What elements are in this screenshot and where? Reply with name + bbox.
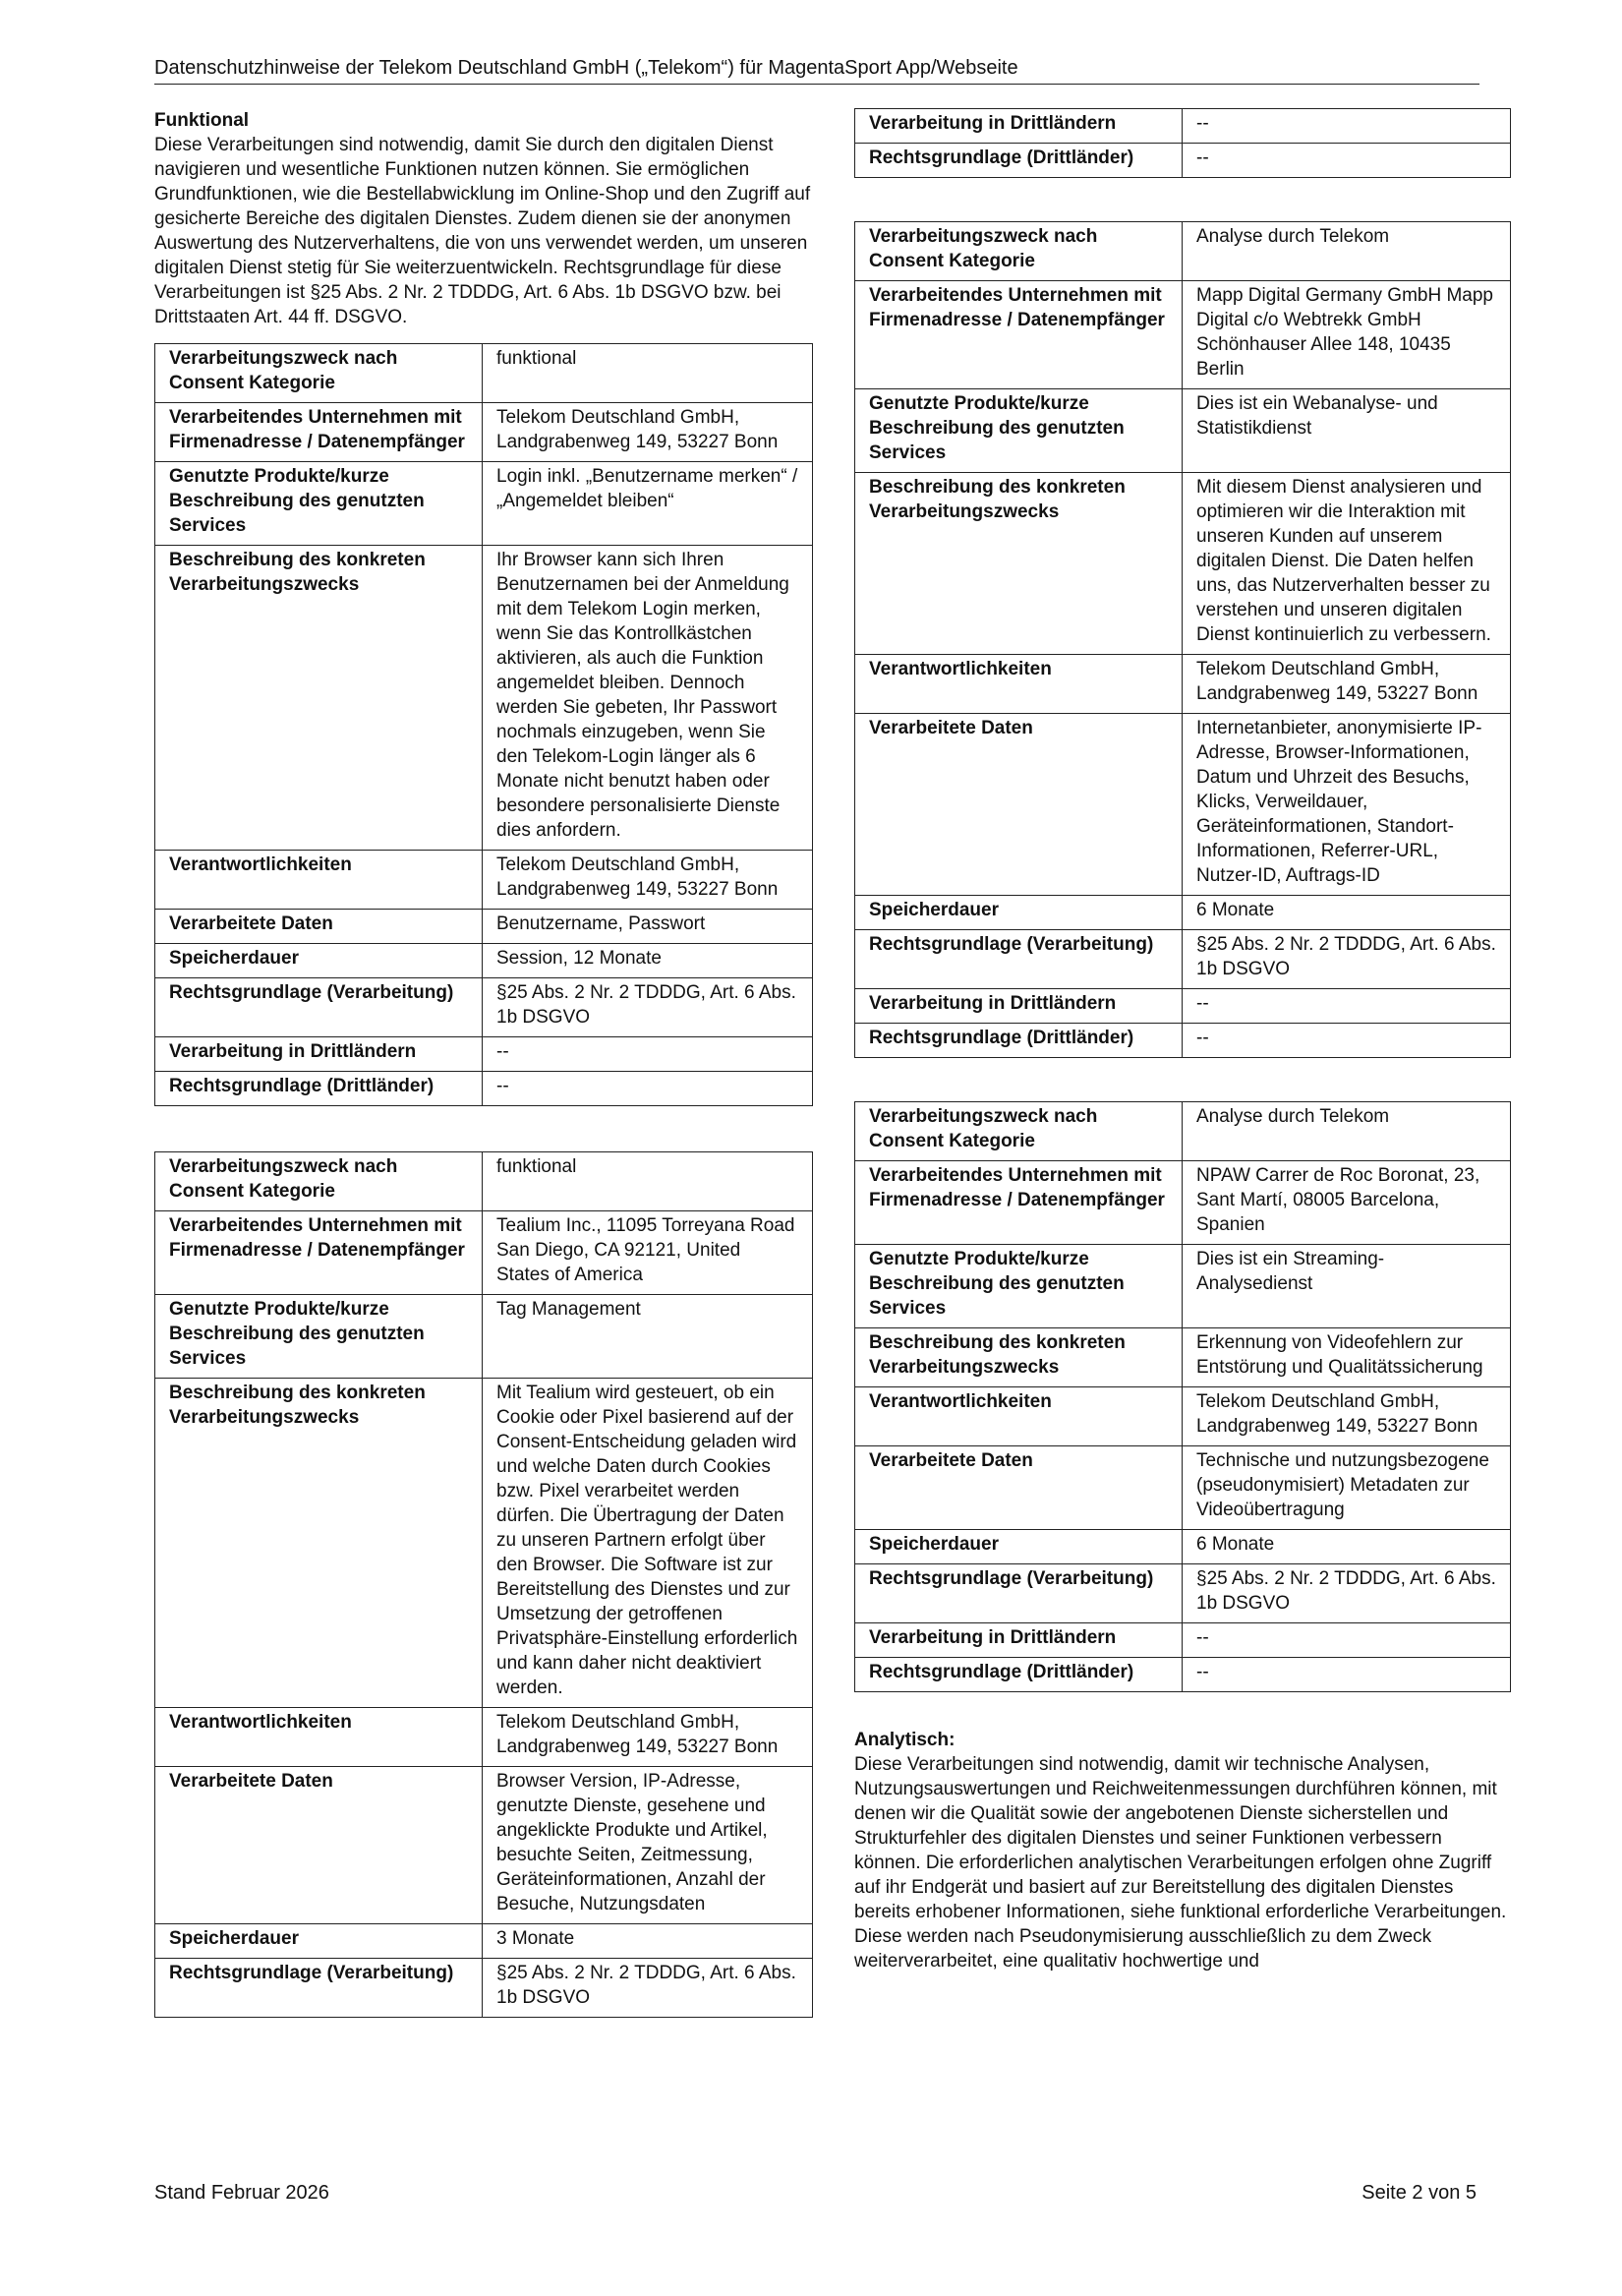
table-login bbox=[154, 343, 813, 1106]
row-value: -- bbox=[1183, 1658, 1511, 1692]
row-value: Telekom Deutschland GmbH, Landgrabenweg 149, 53227 Bonn bbox=[483, 851, 813, 910]
table-row bbox=[855, 222, 1511, 281]
row-value: Erkennung von Videofehlern zur Entstörung und Qualitätssicherung bbox=[1183, 1328, 1511, 1387]
row-value: -- bbox=[483, 1037, 813, 1072]
table-row bbox=[855, 1658, 1511, 1692]
row-label: Verarbeitungszweck nach Consent Kategorie bbox=[855, 1102, 1183, 1161]
row-label: Speicherdauer bbox=[855, 896, 1183, 930]
row-value: Tag Management bbox=[483, 1295, 813, 1379]
row-label: Verarbeitete Daten bbox=[155, 910, 483, 944]
row-label: Rechtsgrundlage (Drittländer) bbox=[855, 1658, 1183, 1692]
table-row bbox=[855, 1623, 1511, 1658]
table-row bbox=[155, 1924, 813, 1959]
table-row bbox=[855, 655, 1511, 714]
row-label: Speicherdauer bbox=[155, 944, 483, 978]
row-label: Genutzte Produkte/kurze Beschreibung des genutzten Services bbox=[855, 389, 1183, 473]
row-value: §25 Abs. 2 Nr. 2 TDDDG, Art. 6 Abs. 1b DSGVO bbox=[483, 1959, 813, 2018]
row-label: Verantwortlichkeiten bbox=[855, 1387, 1183, 1446]
table-row bbox=[855, 1446, 1511, 1530]
row-label: Verarbeitendes Unternehmen mit Firmenadresse / Datenempfänger bbox=[155, 1211, 483, 1295]
row-value: -- bbox=[1183, 989, 1511, 1024]
row-label: Verarbeitungszweck nach Consent Kategorie bbox=[155, 344, 483, 403]
row-value: §25 Abs. 2 Nr. 2 TDDDG, Art. 6 Abs. 1b DSGVO bbox=[483, 978, 813, 1037]
table-row bbox=[155, 1037, 813, 1072]
footer-date: Stand Februar 2026 bbox=[154, 2182, 329, 2204]
row-label: Verarbeitete Daten bbox=[855, 714, 1183, 896]
footer-page-number: Seite 2 von 5 bbox=[1361, 2182, 1477, 2204]
row-value: NPAW Carrer de Roc Boronat, 23, Sant Martí, 08005 Barcelona, Spanien bbox=[1183, 1161, 1511, 1245]
table-row bbox=[855, 896, 1511, 930]
row-label: Rechtsgrundlage (Drittländer) bbox=[855, 1024, 1183, 1058]
row-value: Internetanbieter, anonymisierte IP-Adresse, Browser-Informationen, Datum und Uhrzeit des Besuchs, Klicks, Verweildauer, Geräteinformationen, Standort-Informationen, Referrer-URL, Nutzer-ID, Auftrags-ID bbox=[1183, 714, 1511, 896]
row-label: Rechtsgrundlage (Verarbeitung) bbox=[855, 1564, 1183, 1623]
table-row bbox=[155, 944, 813, 978]
row-value: Analyse durch Telekom bbox=[1183, 222, 1511, 281]
table-row bbox=[855, 1161, 1511, 1245]
left-column bbox=[154, 108, 813, 2018]
row-value: Technische und nutzungsbezogene (pseudonymisiert) Metadaten zur Videoübertragung bbox=[1183, 1446, 1511, 1530]
row-label: Verarbeitete Daten bbox=[855, 1446, 1183, 1530]
row-label: Verarbeitung in Drittländern bbox=[855, 989, 1183, 1024]
row-value: -- bbox=[1183, 109, 1511, 144]
page-header: Datenschutzhinweise der Telekom Deutschland GmbH („Telekom“) für MagentaSport App/Webseite bbox=[154, 55, 1479, 85]
table-row bbox=[855, 714, 1511, 896]
row-label: Verarbeitungszweck nach Consent Kategorie bbox=[155, 1152, 483, 1211]
row-value: 6 Monate bbox=[1183, 1530, 1511, 1564]
row-label: Rechtsgrundlage (Verarbeitung) bbox=[155, 1959, 483, 2018]
row-value: -- bbox=[1183, 144, 1511, 178]
table-row bbox=[155, 1211, 813, 1295]
row-value: Mit Tealium wird gesteuert, ob ein Cookie oder Pixel basierend auf der Consent-Entscheidung geladen wird und welche Daten durch Cookies bzw. Pixel verarbeitet werden dürfen. Die Übertragung der Daten zu unseren Partnern erfolgt über den Browser. Die Software ist zur Bereitstellung des Dienstes und zur Umsetzung der getroffenen Privatsphäre-Einstellung erforderlich und kann daher nicht deaktiviert werden. bbox=[483, 1379, 813, 1708]
row-label: Verarbeitendes Unternehmen mit Firmenadresse / Datenempfänger bbox=[855, 1161, 1183, 1245]
table-npaw bbox=[854, 1101, 1511, 1692]
row-label: Rechtsgrundlage (Verarbeitung) bbox=[155, 978, 483, 1037]
row-value: Browser Version, IP-Adresse, genutzte Dienste, gesehene und angeklickte Produkte und Artikel, besuchte Seiten, Zeitmessung, Geräteinformationen, Anzahl der Besuche, Nutzungsdaten bbox=[483, 1767, 813, 1924]
row-label: Rechtsgrundlage (Drittländer) bbox=[855, 144, 1183, 178]
row-label: Beschreibung des konkreten Verarbeitungszwecks bbox=[155, 546, 483, 851]
intro-funktional: Diese Verarbeitungen sind notwendig, damit Sie durch den digitalen Dienst navigieren und wesentliche Funktionen nutzen können. Sie ermöglichen Grundfunktionen, wie die Bestellabwicklung im Online-Shop und den Zugriff auf gesicherte Bereiche des digitalen Dienstes. Zudem dienen sie der anonymen Auswertung des Nutzerverhaltens, die von uns verwendet werden, um unseren digitalen Dienst stetig für Sie weiterzuentwickeln. Rechtsgrundlage für diese Verarbeitungen ist §25 Abs. 2 Nr. 2 TDDDG, Art. 6 Abs. 1b DSGVO bzw. bei Drittstaaten Art. 44 ff. DSGVO. bbox=[154, 135, 811, 327]
row-label: Verarbeitendes Unternehmen mit Firmenadresse / Datenempfänger bbox=[855, 281, 1183, 389]
table-row bbox=[855, 1564, 1511, 1623]
table-row bbox=[855, 473, 1511, 655]
row-value: Mit diesem Dienst analysieren und optimieren wir die Interaktion mit unseren Kunden auf unserem digitalen Dienst. Die Daten helfen uns, das Nutzerverhalten besser zu verstehen und unseren digitalen Dienst kontinuierlich zu verbessern. bbox=[1183, 473, 1511, 655]
row-value: Session, 12 Monate bbox=[483, 944, 813, 978]
row-value: Telekom Deutschland GmbH, Landgrabenweg 149, 53227 Bonn bbox=[1183, 655, 1511, 714]
row-label: Genutzte Produkte/kurze Beschreibung des genutzten Services bbox=[155, 462, 483, 546]
table-row bbox=[155, 462, 813, 546]
row-value: 3 Monate bbox=[483, 1924, 813, 1959]
table-row bbox=[855, 109, 1511, 144]
table-row bbox=[155, 910, 813, 944]
table-row bbox=[155, 851, 813, 910]
section-title-analytisch: Analytisch: bbox=[854, 1730, 956, 1750]
table-row bbox=[855, 389, 1511, 473]
row-label: Verarbeitung in Drittländern bbox=[155, 1037, 483, 1072]
table-row bbox=[155, 1152, 813, 1211]
row-value: funktional bbox=[483, 1152, 813, 1211]
row-value: Telekom Deutschland GmbH, Landgrabenweg 149, 53227 Bonn bbox=[1183, 1387, 1511, 1446]
row-value: Ihr Browser kann sich Ihren Benutzernamen bei der Anmeldung mit dem Telekom Login merken, wenn Sie das Kontrollkästchen aktivieren, als auch die Funktion angemeldet bleiben. Dennoch werden Sie gebeten, Ihr Passwort nochmals einzugeben, wenn Sie den Telekom-Login länger als 6 Monate nicht benutzt haben oder besondere personalisierte Dienste dies anfordern. bbox=[483, 546, 813, 851]
table-row bbox=[855, 1328, 1511, 1387]
row-value: -- bbox=[1183, 1024, 1511, 1058]
table-row bbox=[155, 1767, 813, 1924]
row-value: 6 Monate bbox=[1183, 896, 1511, 930]
table-row bbox=[855, 1387, 1511, 1446]
table-row bbox=[155, 1295, 813, 1379]
section-title-funktional: Funktional bbox=[154, 110, 250, 131]
table-row bbox=[855, 989, 1511, 1024]
intro-analytisch: Diese Verarbeitungen sind notwendig, damit wir technische Analysen, Nutzungsauswertungen und Reichweitenmessungen durchführen können, mit denen wir die Qualität sowie der angebotenen Dienste sicherstellen und Strukturfehler des digitalen Dienstes und seiner Funktionen verbessern können. Die erforderlichen analytischen Verarbeitungen erfolgen ohne Zugriff auf ihr Endgerät und basiert auf zur Bereitstellung des digitalen Dienstes bereits erhobener Informationen, siehe funktional erforderliche Verarbeitungen. Diese werden nach Pseudonymisierung ausschließlich zu dem Zweck weiterverarbeitet, eine qualitativ hochwertige und bbox=[854, 1754, 1507, 1972]
row-value: -- bbox=[483, 1072, 813, 1106]
row-value: -- bbox=[1183, 1623, 1511, 1658]
row-label: Speicherdauer bbox=[155, 1924, 483, 1959]
table-tealium bbox=[154, 1151, 813, 2018]
table-mapp bbox=[854, 221, 1511, 1058]
row-label: Verantwortlichkeiten bbox=[855, 655, 1183, 714]
row-value: Dies ist ein Webanalyse- und Statistikdienst bbox=[1183, 389, 1511, 473]
row-label: Verarbeitete Daten bbox=[155, 1767, 483, 1924]
row-label: Verarbeitungszweck nach Consent Kategorie bbox=[855, 222, 1183, 281]
row-label: Beschreibung des konkreten Verarbeitungszwecks bbox=[155, 1379, 483, 1708]
table-row bbox=[855, 1024, 1511, 1058]
row-label: Verantwortlichkeiten bbox=[155, 851, 483, 910]
row-label: Speicherdauer bbox=[855, 1530, 1183, 1564]
table-row bbox=[155, 1708, 813, 1767]
row-label: Genutzte Produkte/kurze Beschreibung des genutzten Services bbox=[855, 1245, 1183, 1328]
row-value: Login inkl. „Benutzername merken“ / „Angemeldet bleiben“ bbox=[483, 462, 813, 546]
row-label: Verarbeitung in Drittländern bbox=[855, 1623, 1183, 1658]
row-label: Beschreibung des konkreten Verarbeitungszwecks bbox=[855, 473, 1183, 655]
row-value: Mapp Digital Germany GmbH Mapp Digital c/o Webtrekk GmbH Schönhauser Allee 148, 10435 Berlin bbox=[1183, 281, 1511, 389]
row-value: Tealium Inc., 11095 Torreyana Road San Diego, CA 92121, United States of America bbox=[483, 1211, 813, 1295]
row-value: §25 Abs. 2 Nr. 2 TDDDG, Art. 6 Abs. 1b DSGVO bbox=[1183, 930, 1511, 989]
table-row bbox=[155, 546, 813, 851]
row-label: Verarbeitendes Unternehmen mit Firmenadresse / Datenempfänger bbox=[155, 403, 483, 462]
right-column bbox=[854, 108, 1511, 1973]
row-value: funktional bbox=[483, 344, 813, 403]
row-value: Dies ist ein Streaming-Analysedienst bbox=[1183, 1245, 1511, 1328]
row-label: Verarbeitung in Drittländern bbox=[855, 109, 1183, 144]
row-label: Rechtsgrundlage (Drittländer) bbox=[155, 1072, 483, 1106]
row-value: Analyse durch Telekom bbox=[1183, 1102, 1511, 1161]
row-value: Telekom Deutschland GmbH, Landgrabenweg 149, 53227 Bonn bbox=[483, 403, 813, 462]
table-row bbox=[855, 281, 1511, 389]
table-row bbox=[155, 344, 813, 403]
table-row bbox=[155, 1072, 813, 1106]
table-row bbox=[155, 1379, 813, 1708]
table-row bbox=[855, 1102, 1511, 1161]
row-label: Verantwortlichkeiten bbox=[155, 1708, 483, 1767]
table-continued bbox=[854, 108, 1511, 178]
row-value: §25 Abs. 2 Nr. 2 TDDDG, Art. 6 Abs. 1b DSGVO bbox=[1183, 1564, 1511, 1623]
row-label: Genutzte Produkte/kurze Beschreibung des genutzten Services bbox=[155, 1295, 483, 1379]
table-row bbox=[155, 1959, 813, 2018]
table-row bbox=[855, 1245, 1511, 1328]
table-row bbox=[855, 930, 1511, 989]
row-value: Benutzername, Passwort bbox=[483, 910, 813, 944]
row-label: Rechtsgrundlage (Verarbeitung) bbox=[855, 930, 1183, 989]
row-value: Telekom Deutschland GmbH, Landgrabenweg 149, 53227 Bonn bbox=[483, 1708, 813, 1767]
row-label: Beschreibung des konkreten Verarbeitungszwecks bbox=[855, 1328, 1183, 1387]
table-row bbox=[855, 1530, 1511, 1564]
table-row bbox=[155, 978, 813, 1037]
table-row bbox=[855, 144, 1511, 178]
table-row bbox=[155, 403, 813, 462]
